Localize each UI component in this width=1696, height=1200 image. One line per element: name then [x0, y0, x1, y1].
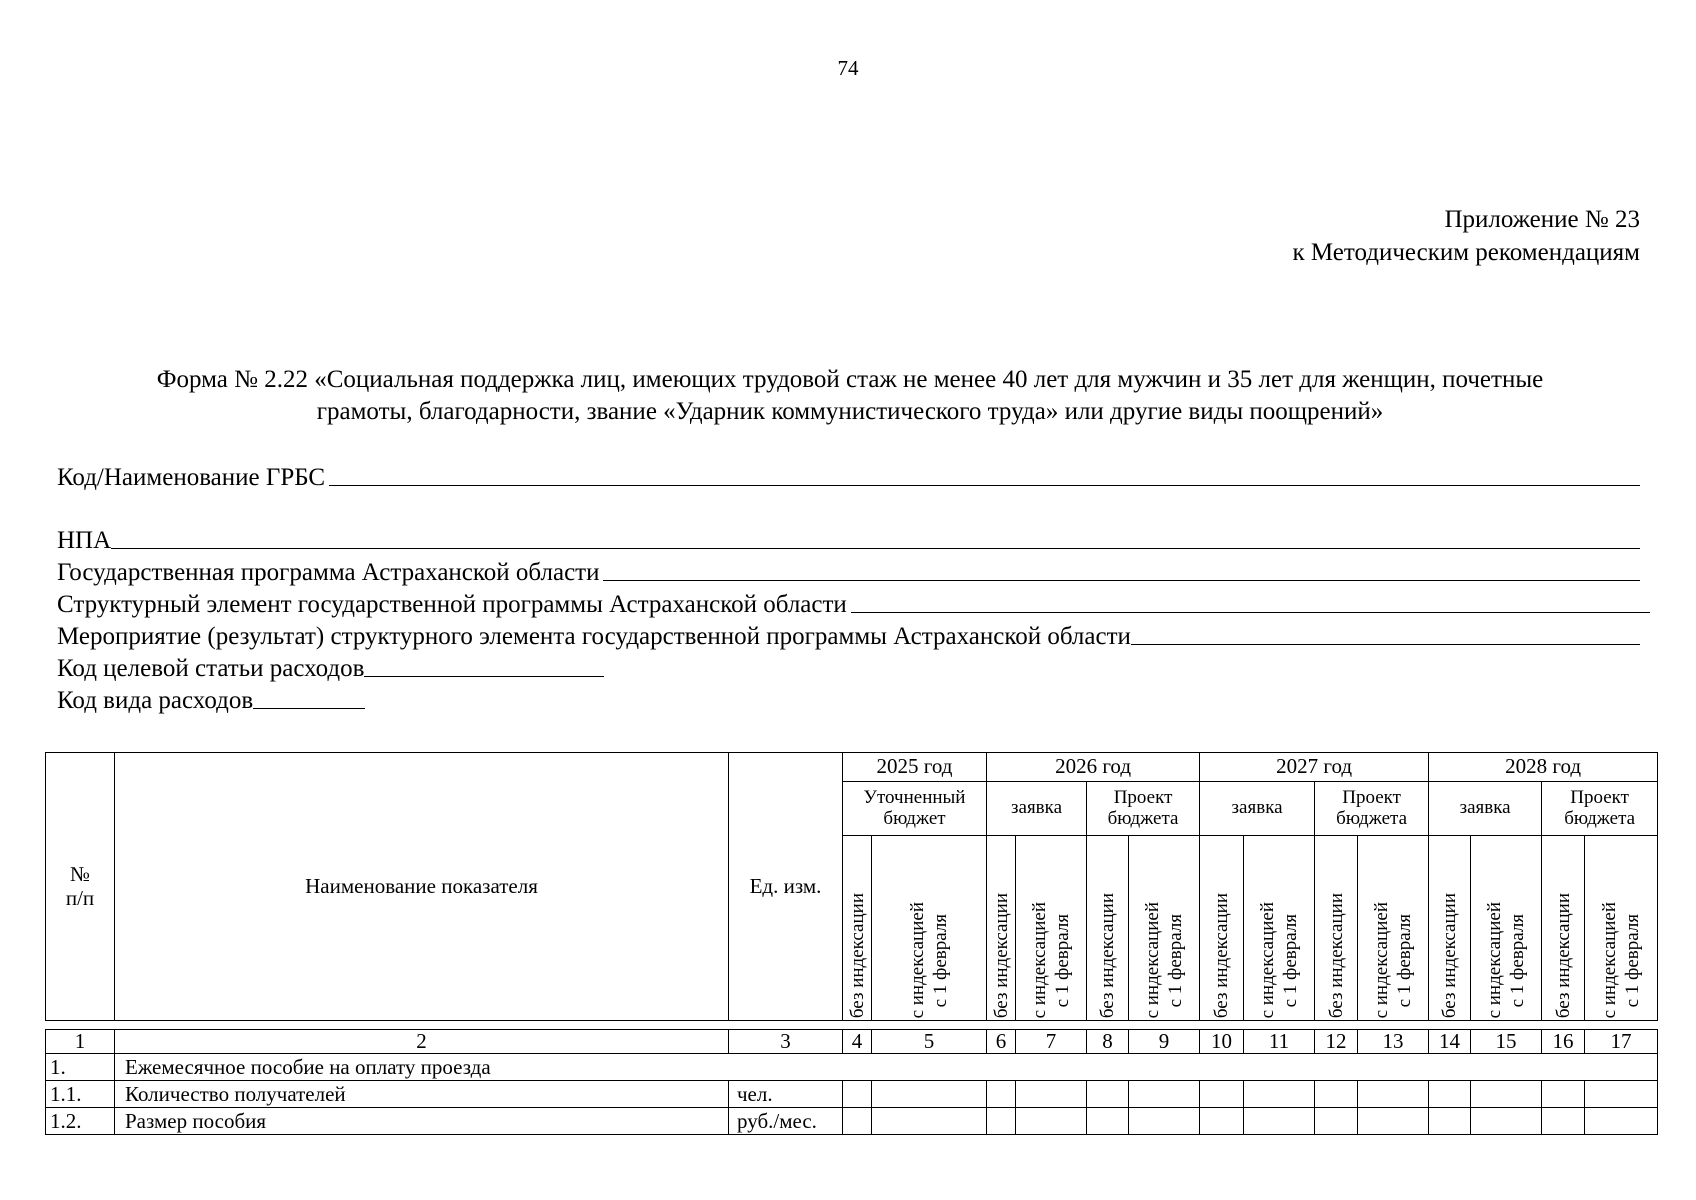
form-title-line-1: Форма № 2.22 «Социальная поддержка лиц, имеющих трудовой стаж не менее 40 лет для мужчин и 35 лет для женщин, почетные	[156, 366, 1544, 393]
column-number: 1	[46, 1030, 115, 1054]
header-with-index: с индексацией с 1 февраля	[1585, 836, 1658, 1021]
data-cell[interactable]	[1358, 1081, 1429, 1108]
column-number: 5	[872, 1030, 987, 1054]
form-title-line-2: грамоты, благодарности, звание «Ударник коммунистического труда» или другие виды поощрений»	[316, 398, 1384, 425]
data-cell[interactable]	[987, 1081, 1016, 1108]
row-number: 1.1.	[46, 1081, 115, 1108]
data-cell[interactable]	[1542, 1108, 1585, 1135]
header-with-index: с индексацией с 1 февраля	[1244, 836, 1315, 1021]
header-with-index: с индексацией с 1 февраля	[1016, 836, 1087, 1021]
column-numbers-row	[46, 1030, 1658, 1054]
data-cell[interactable]	[1244, 1081, 1315, 1108]
header-without-index: без индексации	[1200, 836, 1244, 1021]
header-refined-budget-2025: Уточненный бюджет	[843, 782, 987, 836]
table-row	[46, 1108, 1658, 1135]
field-npa-blank[interactable]	[111, 548, 1640, 549]
data-cell[interactable]	[843, 1108, 872, 1135]
header-year-2026: 2026 год	[987, 753, 1200, 782]
data-cell[interactable]	[1200, 1081, 1244, 1108]
appendix-line-1: Приложение № 23	[1444, 206, 1640, 233]
row-number: 1.2.	[46, 1108, 115, 1135]
column-number: 15	[1471, 1030, 1542, 1054]
table-header	[45, 752, 1658, 1021]
column-number: 8	[1087, 1030, 1129, 1054]
data-cell[interactable]	[872, 1081, 987, 1108]
column-number: 7	[1016, 1030, 1087, 1054]
column-number: 3	[729, 1030, 843, 1054]
row-name: Количество получателей	[115, 1081, 729, 1108]
column-number: 13	[1358, 1030, 1429, 1054]
table-body	[45, 1029, 1658, 1135]
column-number: 9	[1129, 1030, 1200, 1054]
column-number: 11	[1244, 1030, 1315, 1054]
column-number: 10	[1200, 1030, 1244, 1054]
row-unit: чел.	[729, 1081, 843, 1108]
appendix-line-2: к Методическим рекомендациям	[1292, 239, 1640, 266]
header-with-index: с индексацией с 1 февраля	[1129, 836, 1200, 1021]
data-cell[interactable]	[1315, 1081, 1358, 1108]
header-without-index: без индексации	[1542, 836, 1585, 1021]
row-unit: руб./мес.	[729, 1108, 843, 1135]
header-draft-budget-2028: Проект бюджета	[1542, 782, 1658, 836]
row-name: Ежемесячное пособие на оплату проезда	[115, 1054, 1658, 1081]
data-cell[interactable]	[1358, 1108, 1429, 1135]
header-unit: Ед. изм.	[729, 753, 843, 1021]
data-cell[interactable]	[1129, 1081, 1200, 1108]
header-with-index: с индексацией с 1 февраля	[1471, 836, 1542, 1021]
header-request-2027: заявка	[1200, 782, 1315, 836]
field-target-code-label: Код целевой статьи расходов	[57, 655, 365, 682]
header-draft-budget-2026: Проект бюджета	[1087, 782, 1200, 836]
field-structural-blank[interactable]	[851, 612, 1650, 613]
data-cell[interactable]	[1315, 1108, 1358, 1135]
data-cell[interactable]	[1471, 1081, 1542, 1108]
field-grbs-label: Код/Наименование ГРБС	[57, 464, 326, 491]
header-without-index: без индексации	[1315, 836, 1358, 1021]
data-cell[interactable]	[1585, 1108, 1658, 1135]
appendix-heading	[1292, 203, 1640, 269]
data-cell[interactable]	[1129, 1108, 1200, 1135]
field-target-code-blank[interactable]	[364, 676, 604, 677]
header-draft-budget-2027: Проект бюджета	[1315, 782, 1429, 836]
column-number: 12	[1315, 1030, 1358, 1054]
data-cell[interactable]	[1016, 1081, 1087, 1108]
field-structural-label: Структурный элемент государственной программы Астраханской области	[57, 591, 847, 618]
header-no: № п/п	[46, 753, 115, 1021]
data-cell[interactable]	[1429, 1081, 1471, 1108]
header-with-index: с индексацией с 1 февраля	[872, 836, 987, 1021]
field-npa-label: НПА	[57, 527, 112, 554]
field-structural	[57, 587, 1650, 619]
header-with-index: с индексацией с 1 февраля	[1358, 836, 1429, 1021]
data-cell[interactable]	[1542, 1081, 1585, 1108]
data-cell[interactable]	[1016, 1108, 1087, 1135]
table-row	[46, 1081, 1658, 1108]
header-without-index: без индексации	[843, 836, 872, 1021]
header-request-2026: заявка	[987, 782, 1087, 836]
data-cell[interactable]	[1429, 1108, 1471, 1135]
header-year-2028: 2028 год	[1429, 753, 1658, 782]
field-expense-code-label: Код вида расходов	[57, 687, 254, 714]
data-cell[interactable]	[1585, 1081, 1658, 1108]
data-cell[interactable]	[1471, 1108, 1542, 1135]
header-without-index: без индексации	[1087, 836, 1129, 1021]
header-year-2027: 2027 год	[1200, 753, 1429, 782]
field-target-code	[57, 651, 1640, 683]
field-program-blank[interactable]	[603, 580, 1640, 581]
field-grbs-blank[interactable]	[329, 485, 1640, 486]
column-number: 16	[1542, 1030, 1585, 1054]
data-cell[interactable]	[872, 1108, 987, 1135]
table-row	[46, 1054, 1658, 1081]
form-title	[50, 364, 1650, 428]
field-expense-code-blank[interactable]	[253, 708, 365, 709]
field-event-label: Мероприятие (результат) структурного элемента государственной программы Астраханской области	[57, 623, 1131, 650]
field-event-blank[interactable]	[1131, 644, 1640, 645]
data-cell[interactable]	[1087, 1108, 1129, 1135]
column-number: 17	[1585, 1030, 1658, 1054]
header-name: Наименование показателя	[115, 753, 729, 1021]
header-request-2028: заявка	[1429, 782, 1542, 836]
row-name: Размер пособия	[115, 1108, 729, 1135]
field-event	[57, 619, 1640, 651]
column-number: 4	[843, 1030, 872, 1054]
page-number: 74	[837, 56, 859, 80]
header-without-index: без индексации	[987, 836, 1016, 1021]
column-number: 2	[115, 1030, 729, 1054]
data-cell[interactable]	[843, 1081, 872, 1108]
column-number: 14	[1429, 1030, 1471, 1054]
row-number: 1.	[46, 1054, 115, 1081]
data-cell[interactable]	[1087, 1081, 1129, 1108]
data-cell[interactable]	[1200, 1108, 1244, 1135]
data-cell[interactable]	[987, 1108, 1016, 1135]
column-number: 6	[987, 1030, 1016, 1054]
field-grbs	[57, 460, 1640, 492]
field-expense-code	[57, 683, 1640, 715]
header-year-2025: 2025 год	[843, 753, 987, 782]
field-program	[57, 555, 1640, 587]
field-npa	[57, 523, 1640, 555]
field-program-label: Государственная программа Астраханской области	[57, 559, 600, 586]
data-cell[interactable]	[1244, 1108, 1315, 1135]
header-without-index: без индексации	[1429, 836, 1471, 1021]
